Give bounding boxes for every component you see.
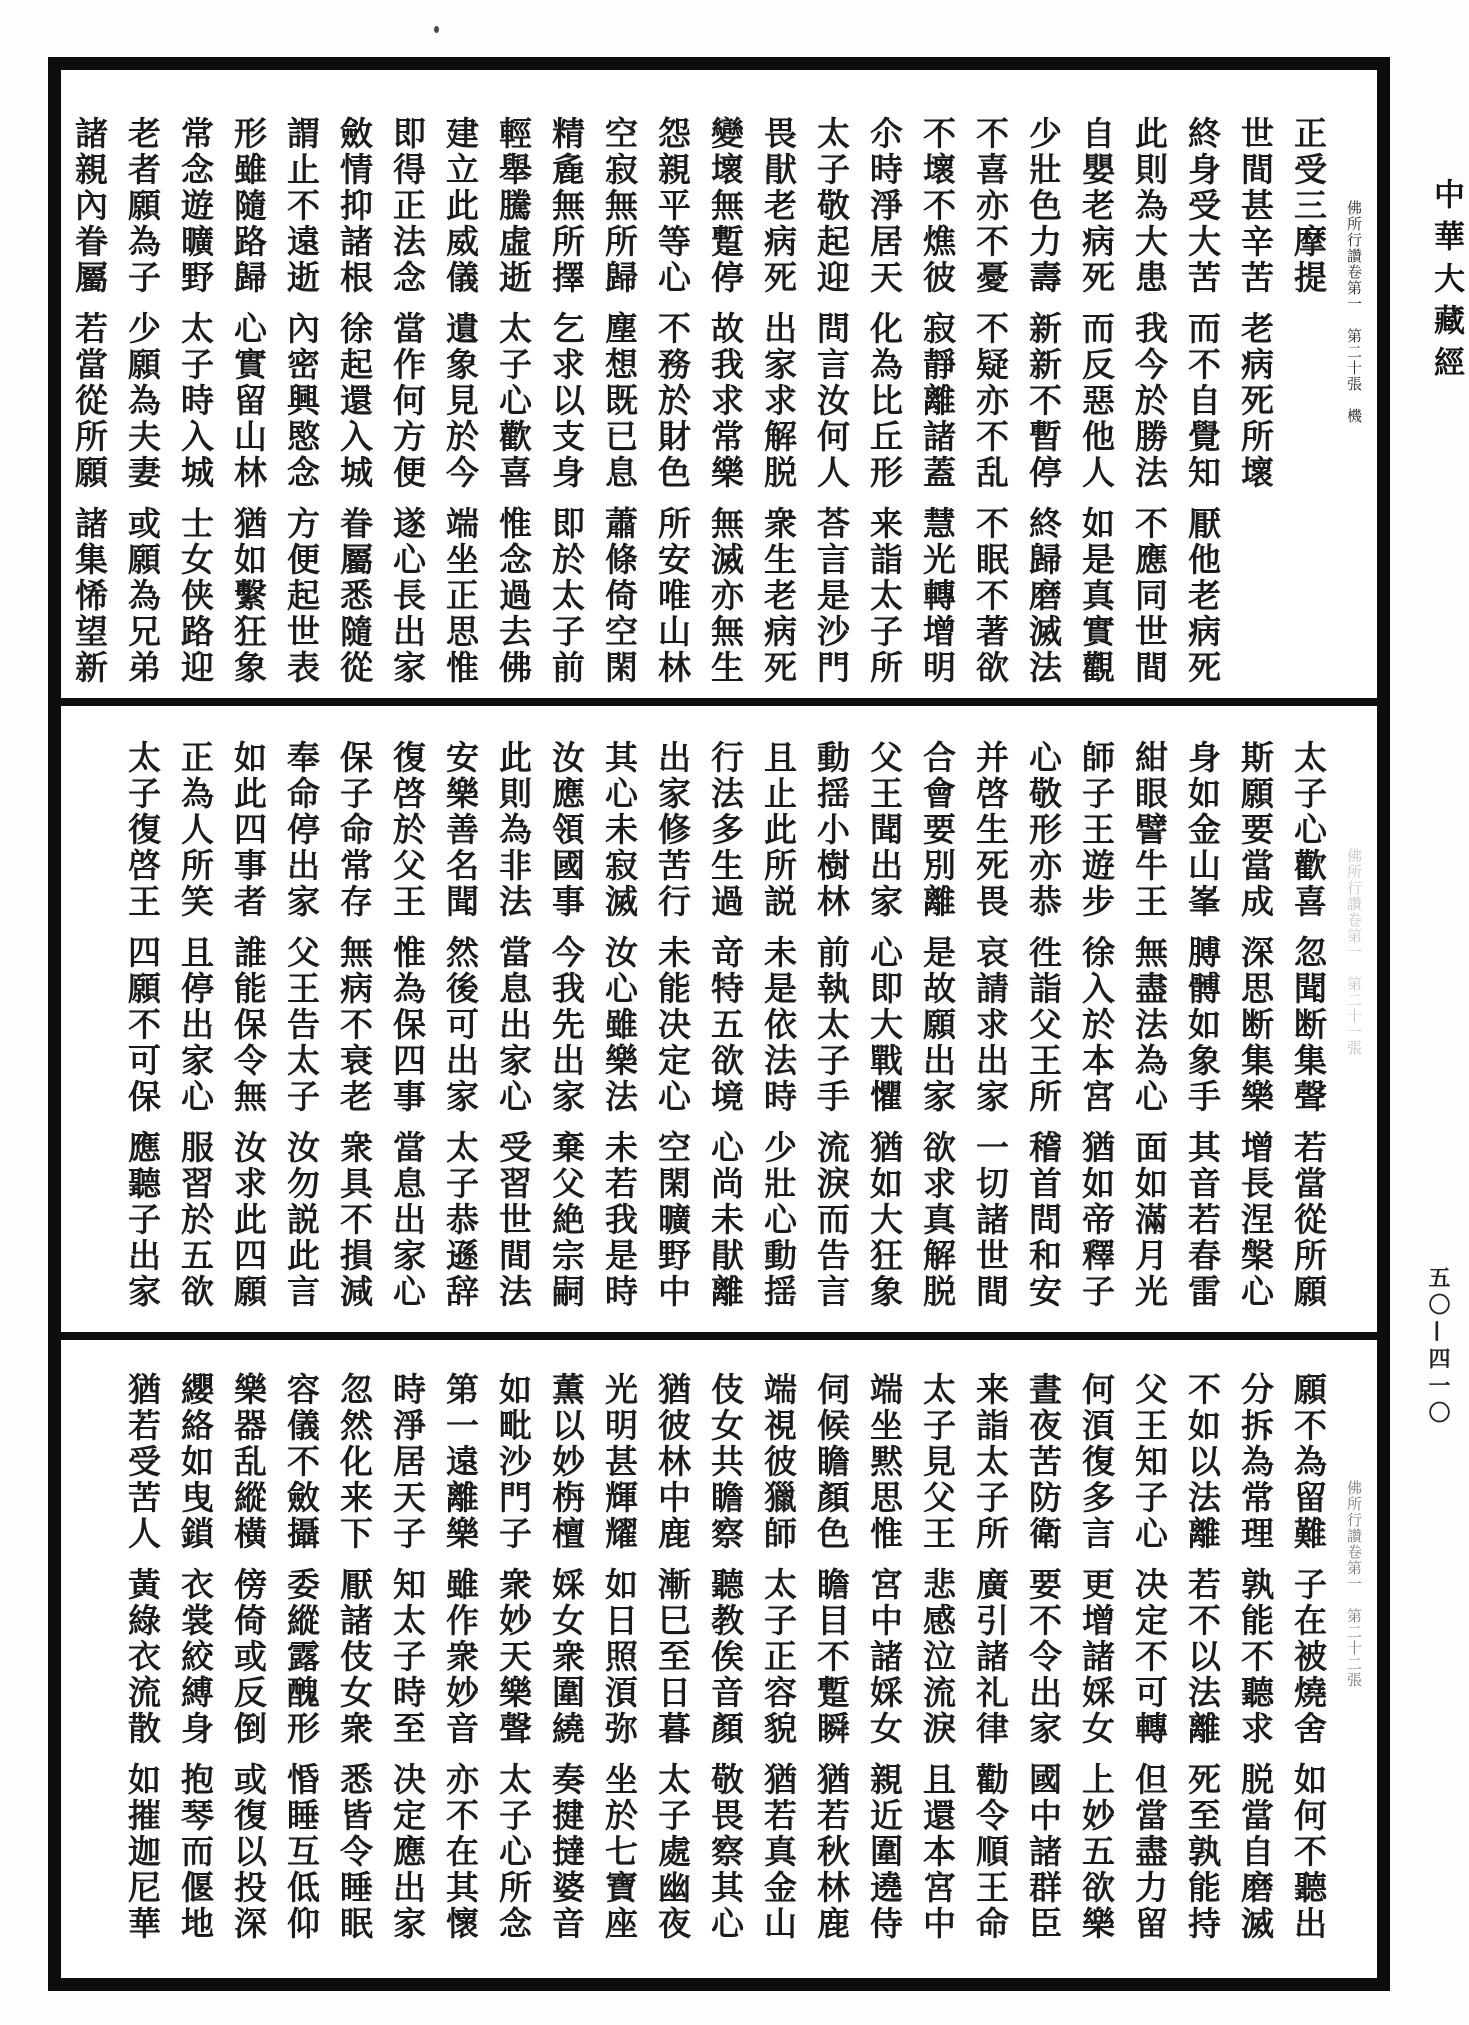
text-column	[646, 1372, 699, 1978]
verse: 太子復啓王	[123, 740, 162, 920]
verse: 是故願出家	[918, 935, 957, 1115]
verse: 瞻目不蹔瞬	[812, 1567, 851, 1747]
text-column	[487, 1372, 540, 1978]
verse: 太子心所念	[494, 1762, 533, 1942]
verse: 正受三摩提	[1289, 116, 1328, 296]
verse: 太子見父王	[918, 1372, 957, 1552]
text-column	[1123, 1372, 1176, 1978]
verse: 亦不在其懷	[441, 1762, 480, 1942]
verse: 稽首問和安	[1024, 1130, 1063, 1310]
verse: 受習世間法	[494, 1130, 533, 1310]
verse: 膊髆如象手	[1183, 935, 1222, 1115]
verse: 太子恭遜辞	[441, 1130, 480, 1310]
verse: 未是依法時	[759, 935, 798, 1115]
verse: 四願不可保	[123, 935, 162, 1115]
canon-title: 中華大藏經	[1428, 178, 1464, 388]
text-column	[487, 740, 540, 1332]
verse: 遺象見於今	[441, 311, 480, 491]
verse: 此則為非法	[494, 740, 533, 920]
verse: 問言汝何人	[812, 311, 851, 491]
sheet-marker-note	[1335, 1372, 1373, 1978]
verse: 惟念過去佛	[494, 506, 533, 686]
verse: 太子處幽夜	[653, 1762, 692, 1942]
verse: 服習於五欲	[176, 1130, 215, 1310]
verse: 合會要別離	[918, 740, 957, 920]
text-column	[169, 1372, 222, 1978]
verse: 其心未寂滅	[600, 740, 639, 920]
text-column	[1123, 116, 1176, 698]
text-column	[805, 1372, 858, 1978]
verse: 第二十張	[1345, 328, 1363, 392]
verse: 乞求以支身	[547, 311, 586, 491]
verse: 汝求此四願	[229, 1130, 268, 1310]
verse: 願不為留難	[1289, 1372, 1328, 1552]
verse: 廣引諸礼律	[971, 1567, 1010, 1747]
verse: 薫以妙栴檀	[547, 1372, 586, 1552]
verse: 不疑亦不乱	[971, 311, 1010, 491]
verse: 保子命常存	[335, 740, 374, 920]
verse: 心實留山林	[229, 311, 268, 491]
verse: 老病死所壞	[1236, 311, 1275, 491]
verse: 空寂無所歸	[600, 116, 639, 296]
text-column	[1282, 1372, 1335, 1978]
verse: 猶如大狂象	[865, 1130, 904, 1310]
verse: 出家修苦行	[653, 740, 692, 920]
verse: 增長涅槃心	[1236, 1130, 1275, 1310]
text-column	[699, 116, 752, 698]
text-column	[858, 1372, 911, 1978]
text-column	[487, 116, 540, 698]
verse: 何湏復多言	[1077, 1372, 1116, 1552]
verse: 尒時淨居天	[865, 116, 904, 296]
verse: 勸令順王命	[971, 1762, 1010, 1942]
text-column	[911, 740, 964, 1332]
verse: 如日照湏弥	[600, 1567, 639, 1747]
verse: 不眠不著欲	[971, 506, 1010, 686]
text-column	[805, 116, 858, 698]
verse: 不壞不燋彼	[918, 116, 957, 296]
verse: 若不以法離	[1183, 1567, 1222, 1747]
verse: 上妙五欲樂	[1077, 1762, 1116, 1942]
text-column	[1229, 116, 1282, 698]
verse: 前執太子手	[812, 935, 851, 1115]
verse: 敬畏察其心	[706, 1762, 745, 1942]
verse: 佛所行讚卷第一	[1345, 1480, 1363, 1592]
verse: 徐入於本宮	[1077, 935, 1116, 1115]
text-column	[699, 1372, 752, 1978]
text-column	[434, 1372, 487, 1978]
verse: 不如以法離	[1183, 1372, 1222, 1552]
verse: 太子心歡喜	[1289, 740, 1328, 920]
verse: 决定不可轉	[1130, 1567, 1169, 1747]
verse: 棄父絶宗嗣	[547, 1130, 586, 1310]
verse: 諸親內眷屬	[70, 116, 109, 296]
text-column	[1017, 116, 1070, 698]
verse: 行法多生過	[706, 740, 745, 920]
text-column	[752, 740, 805, 1332]
text-column	[593, 1372, 646, 1978]
text-column	[222, 116, 275, 698]
verse: 然後可出家	[441, 935, 480, 1115]
verse: 新新不暫停	[1024, 311, 1063, 491]
text-column	[1017, 1372, 1070, 1978]
verse: 謂止不遠逝	[282, 116, 321, 296]
verse: 来詣太子所	[971, 1372, 1010, 1552]
text-column	[328, 116, 381, 698]
verse: 誰能保令無	[229, 935, 268, 1115]
ink-speck	[434, 26, 439, 33]
verse: 如何不聽出	[1289, 1762, 1328, 1942]
text-column	[911, 116, 964, 698]
text-column	[1176, 740, 1229, 1332]
verse: 徃詣父王所	[1024, 935, 1063, 1115]
text-column	[858, 116, 911, 698]
text-column	[911, 1372, 964, 1978]
verse: 正為人所笑	[176, 740, 215, 920]
verse: 衣裳絞縛身	[176, 1567, 215, 1747]
verse: 子在被燒舍	[1289, 1567, 1328, 1747]
verse: 無盡法為心	[1130, 935, 1169, 1115]
verse: 且止此所説	[759, 740, 798, 920]
verse: 老者願為子	[123, 116, 162, 296]
verse: 第二十一張	[1345, 976, 1363, 1056]
verse: 形雖隨路歸	[229, 116, 268, 296]
verse: 厭諸伎女衆	[335, 1567, 374, 1747]
verse: 方便起世表	[282, 506, 321, 686]
verse: 諸集悕望新	[70, 506, 109, 686]
text-column	[116, 116, 169, 698]
text-column	[222, 1372, 275, 1978]
verse: 輕舉騰虛逝	[494, 116, 533, 296]
verse: 塵想既已息	[600, 311, 639, 491]
text-column	[540, 740, 593, 1332]
verse: 死至孰能持	[1183, 1762, 1222, 1942]
text-column	[63, 116, 116, 698]
verse: 若當從所願	[70, 311, 109, 491]
verse: 晝夜苦防衛	[1024, 1372, 1063, 1552]
verse: 應聽子出家	[123, 1130, 162, 1310]
text-column	[805, 740, 858, 1332]
verse: 而反惡他人	[1077, 311, 1116, 491]
verse: 當息出家心	[494, 935, 533, 1115]
verse: 徐起還入城	[335, 311, 374, 491]
text-column	[328, 740, 381, 1332]
verse: 建立此威儀	[441, 116, 480, 296]
verse: 汝應領國事	[547, 740, 586, 920]
verse: 衆生老病死	[759, 506, 798, 686]
verse: 孰能不聽求	[1236, 1567, 1275, 1747]
text-column	[1282, 116, 1335, 698]
register-divider	[61, 1332, 1377, 1340]
verse: 身如金山峯	[1183, 740, 1222, 920]
verse: 當作何方便	[388, 311, 427, 491]
text-column	[381, 740, 434, 1332]
verse: 衆妙天樂聲	[494, 1567, 533, 1747]
verse: 不喜亦不憂	[971, 116, 1010, 296]
verse: 機	[1345, 408, 1363, 424]
text-column	[116, 740, 169, 1332]
verse: 汝心雖樂法	[600, 935, 639, 1115]
verse: 更增諸婇女	[1077, 1567, 1116, 1747]
verse: 惛睡互低仰	[282, 1762, 321, 1942]
verse: 少願為夫妻	[123, 311, 162, 491]
verse: 化為比丘形	[865, 311, 904, 491]
verse: 光明甚輝耀	[600, 1372, 639, 1552]
verse: 故我求常樂	[706, 311, 745, 491]
verse: 伎女共瞻察	[706, 1372, 745, 1552]
verse: 傍倚或反倒	[229, 1567, 268, 1747]
text-column	[1282, 740, 1335, 1332]
text-column	[1070, 1372, 1123, 1978]
verse: 衆具不損減	[335, 1130, 374, 1310]
verse: 猶若真金山	[759, 1762, 798, 1942]
verse: 心尚未猒離	[706, 1130, 745, 1310]
verse: 竒特五欲境	[706, 935, 745, 1115]
verse: 要不令出家	[1024, 1567, 1063, 1747]
verse: 紺眼譬牛王	[1130, 740, 1169, 920]
verse: 未能决定心	[653, 935, 692, 1115]
verse: 端坐黙思惟	[865, 1372, 904, 1552]
register-divider	[61, 698, 1377, 706]
verse: 流淚而告言	[812, 1130, 851, 1310]
verse: 奏揵撻婆音	[547, 1762, 586, 1942]
text-column	[540, 116, 593, 698]
verse: 士女侠路迎	[176, 506, 215, 686]
verse: 世間甚辛苦	[1236, 116, 1275, 296]
text-column	[540, 1372, 593, 1978]
verse: 心即大戰懼	[865, 935, 904, 1115]
verse: 當息出家心	[388, 1130, 427, 1310]
verse: 國中諸群臣	[1024, 1762, 1063, 1942]
verse: 斯願要當成	[1236, 740, 1275, 920]
verse: 来詣太子所	[865, 506, 904, 686]
verse: 决定應出家	[388, 1762, 427, 1942]
text-column	[434, 116, 487, 698]
text-column	[169, 740, 222, 1332]
verse: 常念遊曠野	[176, 116, 215, 296]
verse: 即於太子前	[547, 506, 586, 686]
verse: 端視彼獵師	[759, 1372, 798, 1552]
verse: 猶若秋林鹿	[812, 1762, 851, 1942]
verse: 師子王遊步	[1077, 740, 1116, 920]
register-top	[61, 70, 1377, 698]
register-bottom	[61, 1340, 1377, 1978]
text-column	[116, 1372, 169, 1978]
verse: 樂器乱縱橫	[229, 1372, 268, 1552]
verse: 宮中諸婇女	[865, 1567, 904, 1747]
text-column	[434, 740, 487, 1332]
verse: 眷屬悉隨從	[335, 506, 374, 686]
text-column	[964, 740, 1017, 1332]
verse: 如毗沙門子	[494, 1372, 533, 1552]
verse: 心敬形亦恭	[1024, 740, 1063, 920]
verse: 即得正法念	[388, 116, 427, 296]
verse: 而不自覺知	[1183, 311, 1222, 491]
verse: 面如滿月光	[1130, 1130, 1169, 1310]
verse: 蕭條倚空閑	[600, 506, 639, 686]
verse: 太子正容貌	[759, 1567, 798, 1747]
text-column	[1176, 1372, 1229, 1978]
text-column	[381, 1372, 434, 1978]
verse: 伺候瞻顏色	[812, 1372, 851, 1552]
verse: 父王告太子	[282, 935, 321, 1115]
verse: 今我先出家	[547, 935, 586, 1115]
verse: 脱當自磨滅	[1236, 1762, 1275, 1942]
verse: 太子敬起迎	[812, 116, 851, 296]
verse: 不應同世間	[1130, 506, 1169, 686]
verse: 猶如繫狂象	[229, 506, 268, 686]
verse: 漸巳至日暮	[653, 1567, 692, 1747]
text-column	[1229, 1372, 1282, 1978]
verse: 變壞無蹔停	[706, 116, 745, 296]
verse: 坐於七寶座	[600, 1762, 639, 1942]
verse: 黃綠衣流散	[123, 1567, 162, 1747]
text-column	[222, 740, 275, 1332]
text-column	[275, 1372, 328, 1978]
register-middle	[61, 706, 1377, 1332]
verse: 惟為保四事	[388, 935, 427, 1115]
verse: 此則為大患	[1130, 116, 1169, 296]
verse: 我今於勝法	[1130, 311, 1169, 491]
text-column	[1070, 116, 1123, 698]
sheet-marker-note	[1335, 740, 1373, 1332]
verse: 無病不衰老	[335, 935, 374, 1115]
verse: 精麁無所擇	[547, 116, 586, 296]
verse: 抱琴而偃地	[176, 1762, 215, 1942]
verse: 但當盡力留	[1130, 1762, 1169, 1942]
verse: 荅言是沙門	[812, 506, 851, 686]
verse: 婇女衆圍繞	[547, 1567, 586, 1747]
text-column	[646, 740, 699, 1332]
verse: 少壯心動揺	[759, 1130, 798, 1310]
verse: 并啓生死畏	[971, 740, 1010, 920]
text-column	[1017, 740, 1070, 1332]
text-column	[646, 116, 699, 698]
verse: 厭他老病死	[1183, 506, 1222, 686]
text-column	[593, 740, 646, 1332]
verse: 猶若受苦人	[123, 1372, 162, 1552]
verse: 終歸磨滅法	[1024, 506, 1063, 686]
text-column	[752, 116, 805, 698]
page-frame	[48, 57, 1390, 1991]
text-column	[275, 116, 328, 698]
verse: 雖作衆妙音	[441, 1567, 480, 1747]
verse: 第一遠離樂	[441, 1372, 480, 1552]
verse: 哀請求出家	[971, 935, 1010, 1115]
verse: 怨親平等心	[653, 116, 692, 296]
text-column	[964, 1372, 1017, 1978]
verse: 如此四事者	[229, 740, 268, 920]
verse: 不務於財色	[653, 311, 692, 491]
text-column	[593, 116, 646, 698]
verse: 終身受大苦	[1183, 116, 1222, 296]
verse: 時淨居天子	[388, 1372, 427, 1552]
verse: 且還本宮中	[918, 1762, 957, 1942]
verse: 或願為兄弟	[123, 506, 162, 686]
text-column	[169, 116, 222, 698]
text-column	[381, 116, 434, 698]
verse: 猶彼林中鹿	[653, 1372, 692, 1552]
verse: 寂靜離諸蓋	[918, 311, 957, 491]
verse: 一切諸世間	[971, 1130, 1010, 1310]
verse: 或復以投深	[229, 1762, 268, 1942]
verse: 忽然化来下	[335, 1372, 374, 1552]
verse: 且停出家心	[176, 935, 215, 1115]
text-column	[1123, 740, 1176, 1332]
text-column	[275, 740, 328, 1332]
verse: 無滅亦無生	[706, 506, 745, 686]
verse: 所安唯山林	[653, 506, 692, 686]
verse: 空閑曠野中	[653, 1130, 692, 1310]
verse: 父王知子心	[1130, 1372, 1169, 1552]
verse: 自嬰老病死	[1077, 116, 1116, 296]
verse: 知太子時至	[388, 1567, 427, 1747]
verse: 若當從所願	[1289, 1130, 1328, 1310]
verse: 親近圍遶侍	[865, 1762, 904, 1942]
verse: 如是真實觀	[1077, 506, 1116, 686]
verse: 太子心歡喜	[494, 311, 533, 491]
verse: 如摧迦尼華	[123, 1762, 162, 1942]
verse: 出家求解脱	[759, 311, 798, 491]
verse: 其音若春雷	[1183, 1130, 1222, 1310]
verse: 聽教俟音顏	[706, 1567, 745, 1747]
verse: 猶如帝釋子	[1077, 1130, 1116, 1310]
verse: 未若我是時	[600, 1130, 639, 1310]
verse: 第二十二張	[1345, 1608, 1363, 1688]
verse: 遂心長出家	[388, 506, 427, 686]
text-column	[328, 1372, 381, 1978]
sheet-marker-note	[1335, 116, 1373, 698]
verse: 動揺小樹林	[812, 740, 851, 920]
verse: 斂情抑諸根	[335, 116, 374, 296]
verse: 纓絡如曳鎖	[176, 1372, 215, 1552]
verse: 汝勿説此言	[282, 1130, 321, 1310]
verse: 深思断集樂	[1236, 935, 1275, 1115]
verse: 佛所行讚卷第一	[1345, 200, 1363, 312]
verse: 少壯色力壽	[1024, 116, 1063, 296]
verse: 佛所行讚卷第一	[1345, 848, 1363, 960]
verse: 委縱露醜形	[282, 1567, 321, 1747]
verse: 內密興愍念	[282, 311, 321, 491]
text-column	[752, 1372, 805, 1978]
page-number: 五〇—四一〇	[1425, 1266, 1451, 1428]
text-column	[1229, 740, 1282, 1332]
verse: 分拆為常理	[1236, 1372, 1275, 1552]
verse: 容儀不斂攝	[282, 1372, 321, 1552]
text-column	[1070, 740, 1123, 1332]
verse: 父王聞出家	[865, 740, 904, 920]
verse: 忽聞断集聲	[1289, 935, 1328, 1115]
verse: 太子時入城	[176, 311, 215, 491]
verse: 慧光轉增明	[918, 506, 957, 686]
verse: 端坐正思惟	[441, 506, 480, 686]
verse: 奉命停出家	[282, 740, 321, 920]
verse: 畏猒老病死	[759, 116, 798, 296]
verse: 悲感泣流淚	[918, 1567, 957, 1747]
text-column	[699, 740, 752, 1332]
text-column	[858, 740, 911, 1332]
text-column	[964, 116, 1017, 698]
verse: 安樂善名聞	[441, 740, 480, 920]
verse: 復啓於父王	[388, 740, 427, 920]
verse: 欲求真解脱	[918, 1130, 957, 1310]
text-column	[1176, 116, 1229, 698]
verse: 悉皆令睡眠	[335, 1762, 374, 1942]
